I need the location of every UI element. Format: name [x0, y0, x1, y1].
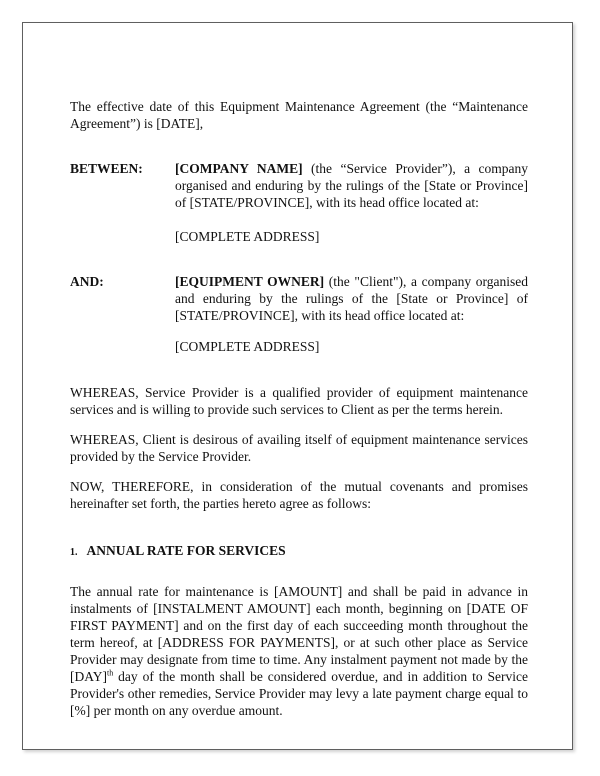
now-therefore-paragraph: NOW, THEREFORE, in consideration of the mutual covenants and promises hereinafter set forth, the parties hereto agree as follows: [70, 479, 528, 511]
section-1-ordinal-suffix: th [107, 668, 114, 678]
and-party-name: [EQUIPMENT OWNER] [175, 274, 325, 289]
section-1-number: 1. [70, 547, 78, 558]
between-party-paragraph [175, 160, 528, 211]
between-party-name: [COMPANY NAME] [175, 161, 303, 176]
section-1-heading [70, 542, 528, 561]
and-row [70, 273, 528, 324]
between-address: [COMPLETE ADDRESS] [175, 229, 320, 244]
and-address: [COMPLETE ADDRESS] [175, 339, 320, 354]
section-1-body-text: The annual rate for maintenance is [AMOUNT] and shall be paid in advance in instalments of [INSTALMENT AMOUNT] each month, beginning on [DATE OF FIRST PAYMENT] and on the first day of each succeeding month throughout the term hereof, at [ADDRESS FOR PAYMENTS], or at such other place as Service Provider may designate from time to time. Any instalment payment not made by the [DAY] [70, 584, 528, 684]
between-label: BETWEEN: [70, 161, 143, 176]
whereas-paragraph-1: WHEREAS, Service Provider is a qualified provider of equipment maintenance services and is willing to provide such services to Client as per the terms herein. [70, 385, 528, 417]
whereas-paragraph-2: WHEREAS, Client is desirous of availing itself of equipment maintenance services provided by the Service Provider. [70, 432, 528, 464]
document-page [22, 22, 573, 750]
intro-paragraph: The effective date of this Equipment Maintenance Agreement (the “Maintenance Agreement”) is [DATE], [70, 99, 528, 131]
document-content [23, 23, 572, 719]
and-label: AND: [70, 274, 104, 289]
between-party-description: (the “Service Provider”), a company organised and enduring by the rulings of the [State or Province] of [STATE/PROVINCE], with its head office located at: [175, 161, 528, 210]
and-party-description: (the "Client"), a company organised and enduring by the rulings of the [State or Province] of [STATE/PROVINCE], with its head office located at: [175, 274, 528, 323]
and-party-paragraph [175, 273, 528, 324]
section-1-body-text-continued: day of the month shall be considered overdue, and in addition to Service Provider's other remedies, Service Provider may levy a late payment charge equal to [%] per month on any overdue amount. [70, 669, 528, 718]
section-1-body [70, 583, 528, 719]
section-1-title: ANNUAL RATE FOR SERVICES [86, 543, 286, 558]
between-row [70, 160, 528, 211]
